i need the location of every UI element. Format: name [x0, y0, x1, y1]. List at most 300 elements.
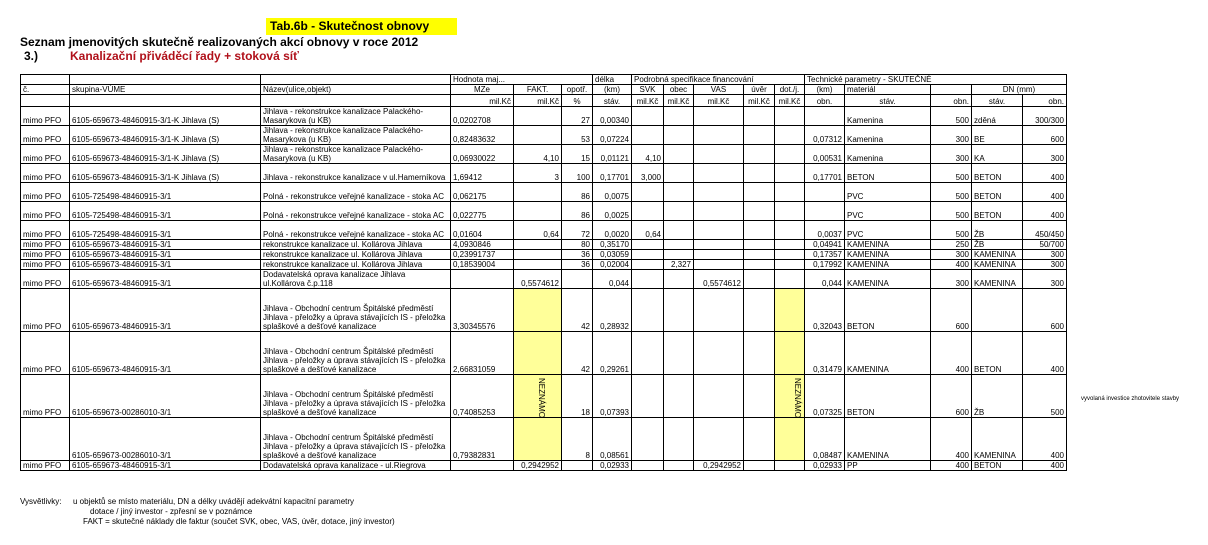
cell-dn-obn: 400 — [931, 461, 972, 471]
cell-vas: 0,5574612 — [694, 270, 744, 289]
group-header-delka: délka — [593, 75, 632, 85]
cell-obec — [664, 126, 694, 145]
cell-stav: 0,08561 — [593, 418, 632, 461]
cell-dn-obn2: 50/700 — [1023, 240, 1067, 250]
cell-obec — [664, 164, 694, 183]
cell-skupina: 6105-659673-48460915-3/1 — [70, 332, 261, 375]
cell-mze: 0,06930022 — [451, 145, 514, 164]
cell-skupina: 6105-659673-48460915-3/1 — [70, 270, 261, 289]
section-number: 3.) — [24, 49, 39, 63]
table-row — [21, 418, 1067, 461]
cell-svk — [632, 270, 664, 289]
cell-dn-stav: BETON — [972, 332, 1023, 375]
cell-nazev: Jihlava - Obchodní centrum Špitálské předměstí Jihlava - přeložky a úprava stávajících IS - přeložka splaškové a dešťové kanalizace — [261, 332, 451, 375]
cell-material: KAMENINA — [845, 240, 931, 250]
cell-obec — [664, 107, 694, 126]
cell-mze: 0,23991737 — [451, 250, 514, 260]
cell-opotr — [562, 270, 593, 289]
unit-header-dn-obn1: obn. — [931, 95, 972, 107]
notes-line-1: u objektů se místo materiálu, DN a délky uvádějí adekvátní kapacitní parametry — [73, 497, 355, 506]
cell-stav: 0,35170 — [593, 240, 632, 250]
cell-mze: 0,18539004 — [451, 260, 514, 270]
cell-nazev: Polná - rekonstrukce veřejné kanalizace - stoka AC — [261, 202, 451, 221]
cell-svk: 3,000 — [632, 164, 664, 183]
cell-svk — [632, 332, 664, 375]
cell-mze: 0,01604 — [451, 221, 514, 240]
cell-material: KAMENINA — [845, 260, 931, 270]
cell-c: mimo PFO — [21, 183, 70, 202]
cell-material: PP — [845, 461, 931, 471]
cell-nazev: Jihlava - Obchodní centrum Špitálské předměstí Jihlava - přeložky a úprava stávajících IS - přeložka splaškové a dešťové kanalizace — [261, 375, 451, 418]
cell-dot — [775, 418, 805, 461]
cell-uver — [744, 202, 775, 221]
cell-c: mimo PFO — [21, 270, 70, 289]
table-row — [21, 270, 1067, 289]
cell-fakt: 4,10 — [514, 145, 562, 164]
cell-c: mimo PFO — [21, 260, 70, 270]
cell-obn: 0,08487 — [805, 418, 845, 461]
cell-dn-stav: KA — [972, 145, 1023, 164]
cell-material: Kamenina — [845, 107, 931, 126]
header-row-units — [21, 95, 1067, 107]
cell-obec — [664, 221, 694, 240]
cell-obec — [664, 250, 694, 260]
cell-svk — [632, 250, 664, 260]
cell-dn-obn2: 400 — [1023, 183, 1067, 202]
cell-mze: 0,0202708 — [451, 107, 514, 126]
cell-uver — [744, 164, 775, 183]
cell-skupina: 6105-725498-48460915-3/1 — [70, 221, 261, 240]
cell-uver — [744, 126, 775, 145]
cell-dn-obn2: 300 — [1023, 260, 1067, 270]
col-header-fakt: FAKT. — [514, 85, 562, 95]
cell-obn — [805, 107, 845, 126]
cell-vas — [694, 221, 744, 240]
cell-material: KAMENINA — [845, 250, 931, 260]
cell-fakt — [514, 418, 562, 461]
cell-vas — [694, 240, 744, 250]
cell-obec — [664, 332, 694, 375]
cell-skupina: 6105-659673-00286010-3/1 — [70, 418, 261, 461]
cell-material: KAMENINA — [845, 332, 931, 375]
cell-dn-obn: 500 — [931, 221, 972, 240]
cell-dn-stav — [972, 289, 1023, 332]
cell-dn-obn: 600 — [931, 289, 972, 332]
cell-dn-stav: BETON — [972, 202, 1023, 221]
cell-mze: 0,062175 — [451, 183, 514, 202]
cell-mze: 0,79382831 — [451, 418, 514, 461]
cell-svk — [632, 289, 664, 332]
col-header-c: č. — [21, 85, 70, 95]
cell-mze — [451, 270, 514, 289]
cell-opotr: 36 — [562, 250, 593, 260]
cell-skupina: 6105-725498-48460915-3/1 — [70, 202, 261, 221]
cell-vas — [694, 126, 744, 145]
fakt-unknown-label: NEZNÁMO — [537, 378, 546, 418]
table-row — [21, 221, 1067, 240]
cell-obec — [664, 289, 694, 332]
cell-stav: 0,0075 — [593, 183, 632, 202]
cell-obec — [664, 183, 694, 202]
cell-c: mimo PFO — [21, 126, 70, 145]
cell-svk — [632, 375, 664, 418]
cell-uver — [744, 461, 775, 471]
cell-stav: 0,07393 — [593, 375, 632, 418]
cell-c: mimo PFO — [21, 202, 70, 221]
cell-svk — [632, 260, 664, 270]
cell-stav: 0,29261 — [593, 332, 632, 375]
table-row — [21, 202, 1067, 221]
cell-fakt: 0,2942952 — [514, 461, 562, 471]
col-header-obec: obec — [664, 85, 694, 95]
cell-obec — [664, 240, 694, 250]
cell-dn-obn: 400 — [931, 260, 972, 270]
table-row — [21, 332, 1067, 375]
cell-uver — [744, 221, 775, 240]
cell-dot — [775, 183, 805, 202]
cell-nazev: Jihlava - rekonstrukce kanalizace Palackého-Masarykova (u KB) — [261, 107, 451, 126]
cell-dn-obn: 300 — [931, 126, 972, 145]
unit-header-dn-obn2: obn. — [1023, 95, 1067, 107]
col-header-km: (km) — [593, 85, 632, 95]
cell-c: mimo PFO — [21, 145, 70, 164]
cell-nazev: Dodavatelská oprava kanalizace Jihlava ul.Kollárova č.p.118 — [261, 270, 451, 289]
cell-svk — [632, 418, 664, 461]
cell-dot — [775, 270, 805, 289]
cell-stav: 0,03059 — [593, 250, 632, 260]
cell-opotr: 100 — [562, 164, 593, 183]
cell-skupina: 6105-659673-48460915-3/1 — [70, 260, 261, 270]
cell-c: mimo PFO — [21, 332, 70, 375]
col-header-dot: dot./j. — [775, 85, 805, 95]
cell-dn-obn2: 450/450 — [1023, 221, 1067, 240]
cell-vas — [694, 164, 744, 183]
table-row — [21, 461, 1067, 471]
cell-uver — [744, 183, 775, 202]
cell-vas — [694, 107, 744, 126]
cell-dn-obn: 300 — [931, 250, 972, 260]
cell-dn-stav: ŽB — [972, 375, 1023, 418]
unit-header-obec: mil.Kč — [664, 95, 694, 107]
table-row — [21, 126, 1067, 145]
col-header-material: materiál — [845, 85, 931, 95]
header-row-columns — [21, 85, 1067, 95]
cell-fakt: 0,64 — [514, 221, 562, 240]
col-header-nazev: Název(ulice,objekt) — [261, 85, 451, 95]
cell-obec — [664, 145, 694, 164]
cell-c: mimo PFO — [21, 221, 70, 240]
table-row — [21, 289, 1067, 332]
cell-c: mimo PFO — [21, 289, 70, 332]
cell-c — [21, 418, 70, 461]
cell-c: mimo PFO — [21, 107, 70, 126]
cell-skupina: 6105-659673-48460915-3/1-K Jihlava (S) — [70, 107, 261, 126]
cell-skupina: 6105-725498-48460915-3/1 — [70, 183, 261, 202]
unit-header-mze: mil.Kč — [451, 95, 514, 107]
cell-dn-obn: 250 — [931, 240, 972, 250]
unit-header-fakt: mil.Kč — [514, 95, 562, 107]
notes-line-2: dotace / jiný investor - zpřesní se v poznámce — [90, 507, 253, 516]
col-header-skupina: skupina-VÚME — [70, 85, 261, 95]
notes-label: Vysvětlivky: — [20, 497, 62, 506]
cell-dn-obn: 500 — [931, 107, 972, 126]
cell-mze: 1,69412 — [451, 164, 514, 183]
cell-dot — [775, 260, 805, 270]
cell-fakt — [514, 202, 562, 221]
cell-mze: 0,82483632 — [451, 126, 514, 145]
unit-header-stav: stáv. — [593, 95, 632, 107]
cell-obn: 0,07312 — [805, 126, 845, 145]
cell-mze: 0,74085253 — [451, 375, 514, 418]
cell-dn-obn2: 400 — [1023, 461, 1067, 471]
cell-obn: 0,17357 — [805, 250, 845, 260]
table-row — [21, 107, 1067, 126]
cell-stav: 0,17701 — [593, 164, 632, 183]
cell-stav: 0,0020 — [593, 221, 632, 240]
table-row — [21, 145, 1067, 164]
table-tab-label: Tab.6b - Skutečnost obnovy — [266, 18, 457, 35]
col-header-km2: (km) — [805, 85, 845, 95]
cell-dot — [775, 145, 805, 164]
cell-dn-obn: 600 — [931, 375, 972, 418]
cell-fakt — [514, 126, 562, 145]
cell-vas: 0,2942952 — [694, 461, 744, 471]
cell-vas — [694, 289, 744, 332]
cell-dn-stav: zděná — [972, 107, 1023, 126]
cell-svk — [632, 240, 664, 250]
cell-obec — [664, 270, 694, 289]
cell-dn-obn2: 400 — [1023, 332, 1067, 375]
cell-nazev: Jihlava - rekonstrukce kanalizace Palackého-Masarykova (u KB) — [261, 145, 451, 164]
cell-opotr: 27 — [562, 107, 593, 126]
cell-stav: 0,07224 — [593, 126, 632, 145]
cell-svk: 0,64 — [632, 221, 664, 240]
cell-obn: 0,32043 — [805, 289, 845, 332]
cell-fakt: 3 — [514, 164, 562, 183]
cell-c: mimo PFO — [21, 250, 70, 260]
cell-uver — [744, 289, 775, 332]
cell-dot — [775, 240, 805, 250]
cell-mze: 2,66831059 — [451, 332, 514, 375]
cell-fakt — [514, 240, 562, 250]
col-header-vas: VAS — [694, 85, 744, 95]
cell-vas — [694, 202, 744, 221]
cell-obec — [664, 461, 694, 471]
col-header-opotr: opotř. — [562, 85, 593, 95]
cell-nazev: rekonstrukce kanalizace ul. Kollárova Jihlava — [261, 240, 451, 250]
cell-obn: 0,17701 — [805, 164, 845, 183]
cell-dn-obn: 400 — [931, 418, 972, 461]
cell-skupina: 6105-659673-00286010-3/1 — [70, 375, 261, 418]
dot-unknown-label: NEZNÁMO — [793, 378, 802, 418]
cell-uver — [744, 107, 775, 126]
cell-dn-obn2: 300 — [1023, 250, 1067, 260]
cell-nazev: Jihlava - rekonstrukce kanalizace v ul.Hamerníkova — [261, 164, 451, 183]
group-header-technicke: Technické parametry - SKUTEČNÉ — [805, 75, 1067, 85]
cell-dn-obn2: 300/300 — [1023, 107, 1067, 126]
cell-dn-stav: KAMENINA — [972, 418, 1023, 461]
cell-vas — [694, 260, 744, 270]
cell-opotr: 86 — [562, 202, 593, 221]
cell-dn-stav: KAMENINA — [972, 250, 1023, 260]
cell-vas — [694, 375, 744, 418]
cell-dot — [775, 164, 805, 183]
cell-material: BETON — [845, 289, 931, 332]
cell-dot — [775, 107, 805, 126]
cell-stav: 0,0025 — [593, 202, 632, 221]
cell-dot — [775, 461, 805, 471]
cell-dn-obn2: 300 — [1023, 270, 1067, 289]
cell-opotr: 15 — [562, 145, 593, 164]
cell-mze: 4,0930846 — [451, 240, 514, 250]
section-title: Kanalizační přiváděcí řady + stoková síť — [70, 49, 299, 63]
cell-material: PVC — [845, 221, 931, 240]
page-subtitle: Seznam jmenovitých skutečně realizovaných akcí obnovy v roce 2012 — [20, 35, 419, 49]
cell-obec — [664, 375, 694, 418]
cell-uver — [744, 145, 775, 164]
cell-stav: 0,02933 — [593, 461, 632, 471]
cell-opotr: 42 — [562, 332, 593, 375]
cell-dot — [775, 250, 805, 260]
cell-fakt — [514, 289, 562, 332]
cell-c: mimo PFO — [21, 461, 70, 471]
cell-material: PVC — [845, 183, 931, 202]
cell-obec — [664, 202, 694, 221]
cell-dn-obn: 300 — [931, 145, 972, 164]
header-row-groups — [21, 75, 1067, 85]
cell-uver — [744, 270, 775, 289]
cell-svk — [632, 202, 664, 221]
cell-material: BETON — [845, 375, 931, 418]
cell-skupina: 6105-659673-48460915-3/1 — [70, 461, 261, 471]
cell-obec — [664, 418, 694, 461]
cell-obn: 0,07325 — [805, 375, 845, 418]
cell-fakt — [514, 332, 562, 375]
cell-nazev: Jihlava - rekonstrukce kanalizace Palackého-Masarykova (u KB) — [261, 126, 451, 145]
cell-material: Kamenina — [845, 145, 931, 164]
cell-material: BETON — [845, 164, 931, 183]
cell-uver — [744, 375, 775, 418]
cell-dn-stav: BETON — [972, 164, 1023, 183]
side-note: vyvolaná investice zhotovitele stavby — [1081, 396, 1180, 402]
cell-dn-obn2: 600 — [1023, 126, 1067, 145]
col-header-svk: SVK — [632, 85, 664, 95]
cell-svk — [632, 107, 664, 126]
cell-nazev: Jihlava - Obchodní centrum Špitálské předměstí Jihlava - přeložky a úprava stávajících IS - přeložka splaškové a dešťové kanalizace — [261, 418, 451, 461]
cell-mze: 0,022775 — [451, 202, 514, 221]
cell-uver — [744, 240, 775, 250]
cell-dn-stav: KAMENINA — [972, 270, 1023, 289]
cell-dn-stav: BETON — [972, 183, 1023, 202]
cell-skupina: 6105-659673-48460915-3/1 — [70, 289, 261, 332]
cell-vas — [694, 418, 744, 461]
table-row — [21, 240, 1067, 250]
table-row — [21, 164, 1067, 183]
cell-uver — [744, 332, 775, 375]
unit-header-svk: mil.Kč — [632, 95, 664, 107]
unit-header-obn: obn. — [805, 95, 845, 107]
cell-mze — [451, 461, 514, 471]
cell-dn-obn: 400 — [931, 332, 972, 375]
cell-nazev: Dodavatelská oprava kanalizace - ul.Riegrova — [261, 461, 451, 471]
cell-mze: 3,30345576 — [451, 289, 514, 332]
cell-fakt — [514, 183, 562, 202]
cell-opotr: 36 — [562, 260, 593, 270]
cell-obn: 0,044 — [805, 270, 845, 289]
cell-skupina: 6105-659673-48460915-3/1-K Jihlava (S) — [70, 145, 261, 164]
cell-c: mimo PFO — [21, 375, 70, 418]
cell-fakt — [514, 260, 562, 270]
cell-svk — [632, 183, 664, 202]
cell-stav: 0,02004 — [593, 260, 632, 270]
group-header-hodnota: Hodnota maj... — [451, 75, 593, 85]
cell-dn-stav: ŽB — [972, 221, 1023, 240]
cell-dn-obn2: 600 — [1023, 289, 1067, 332]
cell-dn-obn: 500 — [931, 202, 972, 221]
unit-header-dn-stav: stáv. — [972, 95, 1023, 107]
cell-opotr: 72 — [562, 221, 593, 240]
cell-fakt: 0,5574612 — [514, 270, 562, 289]
cell-c: mimo PFO — [21, 164, 70, 183]
col-header-mze: MZe — [451, 85, 514, 95]
cell-skupina: 6105-659673-48460915-3/1-K Jihlava (S) — [70, 164, 261, 183]
cell-fakt — [514, 250, 562, 260]
cell-svk — [632, 461, 664, 471]
cell-stav: 0,00340 — [593, 107, 632, 126]
cell-dn-obn: 500 — [931, 183, 972, 202]
unit-header-opotr: % — [562, 95, 593, 107]
cell-dn-obn2: 400 — [1023, 164, 1067, 183]
cell-skupina: 6105-659673-48460915-3/1 — [70, 250, 261, 260]
cell-dn-stav: KAMENINA — [972, 260, 1023, 270]
cell-dn-obn2: 300 — [1023, 145, 1067, 164]
cell-opotr: 86 — [562, 183, 593, 202]
cell-opotr: 42 — [562, 289, 593, 332]
cell-stav: 0,01121 — [593, 145, 632, 164]
cell-opotr: 53 — [562, 126, 593, 145]
cell-nazev: Polná - rekonstrukce veřejné kanalizace - stoka AC — [261, 221, 451, 240]
cell-svk: 4,10 — [632, 145, 664, 164]
cell-dn-stav: ŽB — [972, 240, 1023, 250]
cell-uver — [744, 250, 775, 260]
cell-material: PVC — [845, 202, 931, 221]
cell-dn-obn2: 400 — [1023, 418, 1067, 461]
cell-nazev: rekonstrukce kanalizace ul. Kollárova Jihlava — [261, 250, 451, 260]
cell-obn: 0,04941 — [805, 240, 845, 250]
cell-dot — [775, 126, 805, 145]
cell-dn-stav: BETON — [972, 461, 1023, 471]
cell-nazev: Polná - rekonstrukce veřejné kanalizace - stoka AC — [261, 183, 451, 202]
cell-obn — [805, 202, 845, 221]
col-header-uver: úvěr — [744, 85, 775, 95]
cell-uver — [744, 418, 775, 461]
cell-c: mimo PFO — [21, 240, 70, 250]
cell-stav: 0,044 — [593, 270, 632, 289]
unit-header-uver: mil.Kč — [744, 95, 775, 107]
cell-dot — [775, 221, 805, 240]
cell-obn: 0,0037 — [805, 221, 845, 240]
cell-vas — [694, 145, 744, 164]
cell-material: KAMENINA — [845, 418, 931, 461]
cell-stav: 0,28932 — [593, 289, 632, 332]
cell-obn: 0,17992 — [805, 260, 845, 270]
cell-skupina: 6105-659673-48460915-3/1 — [70, 240, 261, 250]
table-row — [21, 260, 1067, 270]
cell-dn-obn2: 400 — [1023, 202, 1067, 221]
table-row — [21, 183, 1067, 202]
cell-obn — [805, 183, 845, 202]
cell-svk — [632, 126, 664, 145]
